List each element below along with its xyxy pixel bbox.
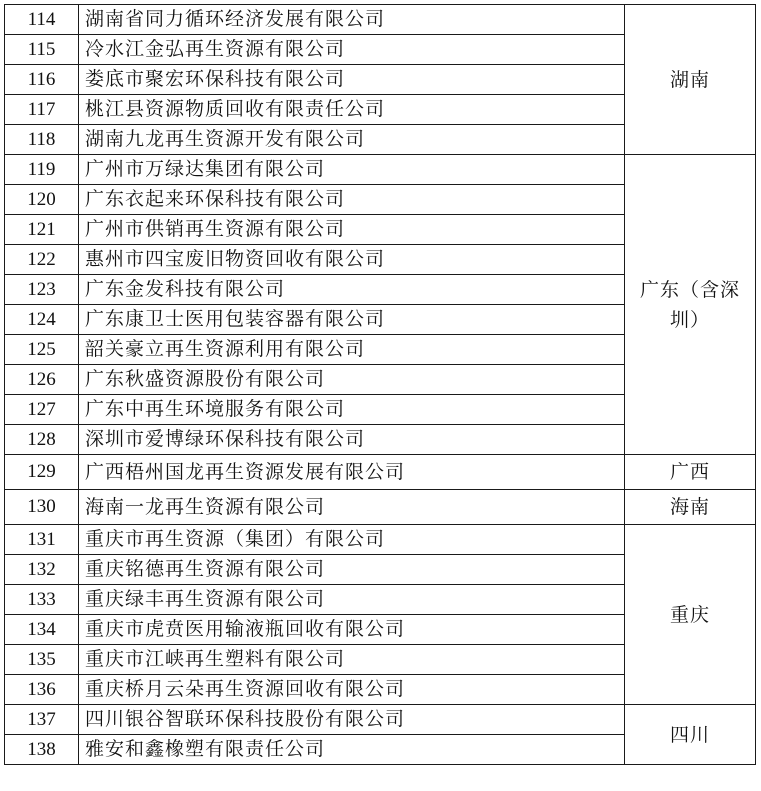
row-number: 123 bbox=[5, 275, 79, 305]
table-row bbox=[5, 490, 756, 525]
province-cell: 海南 bbox=[625, 490, 756, 525]
company-name: 广东康卫士医用包装容器有限公司 bbox=[79, 305, 625, 335]
company-name: 重庆铭德再生资源有限公司 bbox=[79, 555, 625, 585]
company-name: 四川银谷智联环保科技股份有限公司 bbox=[79, 705, 625, 735]
province-cell: 四川 bbox=[625, 705, 756, 765]
row-number: 133 bbox=[5, 585, 79, 615]
company-table bbox=[4, 4, 756, 765]
company-name: 重庆市再生资源（集团）有限公司 bbox=[79, 525, 625, 555]
company-name: 重庆市虎贲医用输液瓶回收有限公司 bbox=[79, 615, 625, 645]
row-number: 115 bbox=[5, 35, 79, 65]
row-number: 126 bbox=[5, 365, 79, 395]
row-number: 134 bbox=[5, 615, 79, 645]
table-row bbox=[5, 455, 756, 490]
province-cell: 湖南 bbox=[625, 5, 756, 155]
row-number: 119 bbox=[5, 155, 79, 185]
province-cell: 重庆 bbox=[625, 525, 756, 705]
province-cell: 广西 bbox=[625, 455, 756, 490]
company-name: 广东金发科技有限公司 bbox=[79, 275, 625, 305]
company-name: 广西梧州国龙再生资源发展有限公司 bbox=[79, 455, 625, 490]
company-name: 冷水江金弘再生资源有限公司 bbox=[79, 35, 625, 65]
company-name: 雅安和鑫橡塑有限责任公司 bbox=[79, 735, 625, 765]
company-name: 广东衣起来环保科技有限公司 bbox=[79, 185, 625, 215]
company-name: 韶关豪立再生资源利用有限公司 bbox=[79, 335, 625, 365]
company-name: 广州市供销再生资源有限公司 bbox=[79, 215, 625, 245]
company-name: 广东中再生环境服务有限公司 bbox=[79, 395, 625, 425]
row-number: 129 bbox=[5, 455, 79, 490]
row-number: 132 bbox=[5, 555, 79, 585]
table-row bbox=[5, 155, 756, 185]
company-name: 重庆市江峡再生塑料有限公司 bbox=[79, 645, 625, 675]
company-name: 桃江县资源物质回收有限责任公司 bbox=[79, 95, 625, 125]
row-number: 117 bbox=[5, 95, 79, 125]
row-number: 135 bbox=[5, 645, 79, 675]
table-row bbox=[5, 525, 756, 555]
row-number: 137 bbox=[5, 705, 79, 735]
row-number: 128 bbox=[5, 425, 79, 455]
company-name: 广东秋盛资源股份有限公司 bbox=[79, 365, 625, 395]
row-number: 116 bbox=[5, 65, 79, 95]
row-number: 127 bbox=[5, 395, 79, 425]
company-name: 娄底市聚宏环保科技有限公司 bbox=[79, 65, 625, 95]
table-row bbox=[5, 705, 756, 735]
row-number: 124 bbox=[5, 305, 79, 335]
row-number: 114 bbox=[5, 5, 79, 35]
company-name: 湖南九龙再生资源开发有限公司 bbox=[79, 125, 625, 155]
row-number: 136 bbox=[5, 675, 79, 705]
row-number: 120 bbox=[5, 185, 79, 215]
company-name: 湖南省同力循环经济发展有限公司 bbox=[79, 5, 625, 35]
province-cell: 广东（含深圳） bbox=[625, 155, 756, 455]
company-name: 深圳市爱博绿环保科技有限公司 bbox=[79, 425, 625, 455]
company-name: 广州市万绿达集团有限公司 bbox=[79, 155, 625, 185]
row-number: 118 bbox=[5, 125, 79, 155]
company-name: 惠州市四宝废旧物资回收有限公司 bbox=[79, 245, 625, 275]
row-number: 122 bbox=[5, 245, 79, 275]
row-number: 121 bbox=[5, 215, 79, 245]
table-row bbox=[5, 5, 756, 35]
row-number: 138 bbox=[5, 735, 79, 765]
row-number: 131 bbox=[5, 525, 79, 555]
company-name: 重庆桥月云朵再生资源回收有限公司 bbox=[79, 675, 625, 705]
row-number: 125 bbox=[5, 335, 79, 365]
company-name: 重庆绿丰再生资源有限公司 bbox=[79, 585, 625, 615]
company-name: 海南一龙再生资源有限公司 bbox=[79, 490, 625, 525]
row-number: 130 bbox=[5, 490, 79, 525]
company-table-body bbox=[5, 5, 756, 765]
